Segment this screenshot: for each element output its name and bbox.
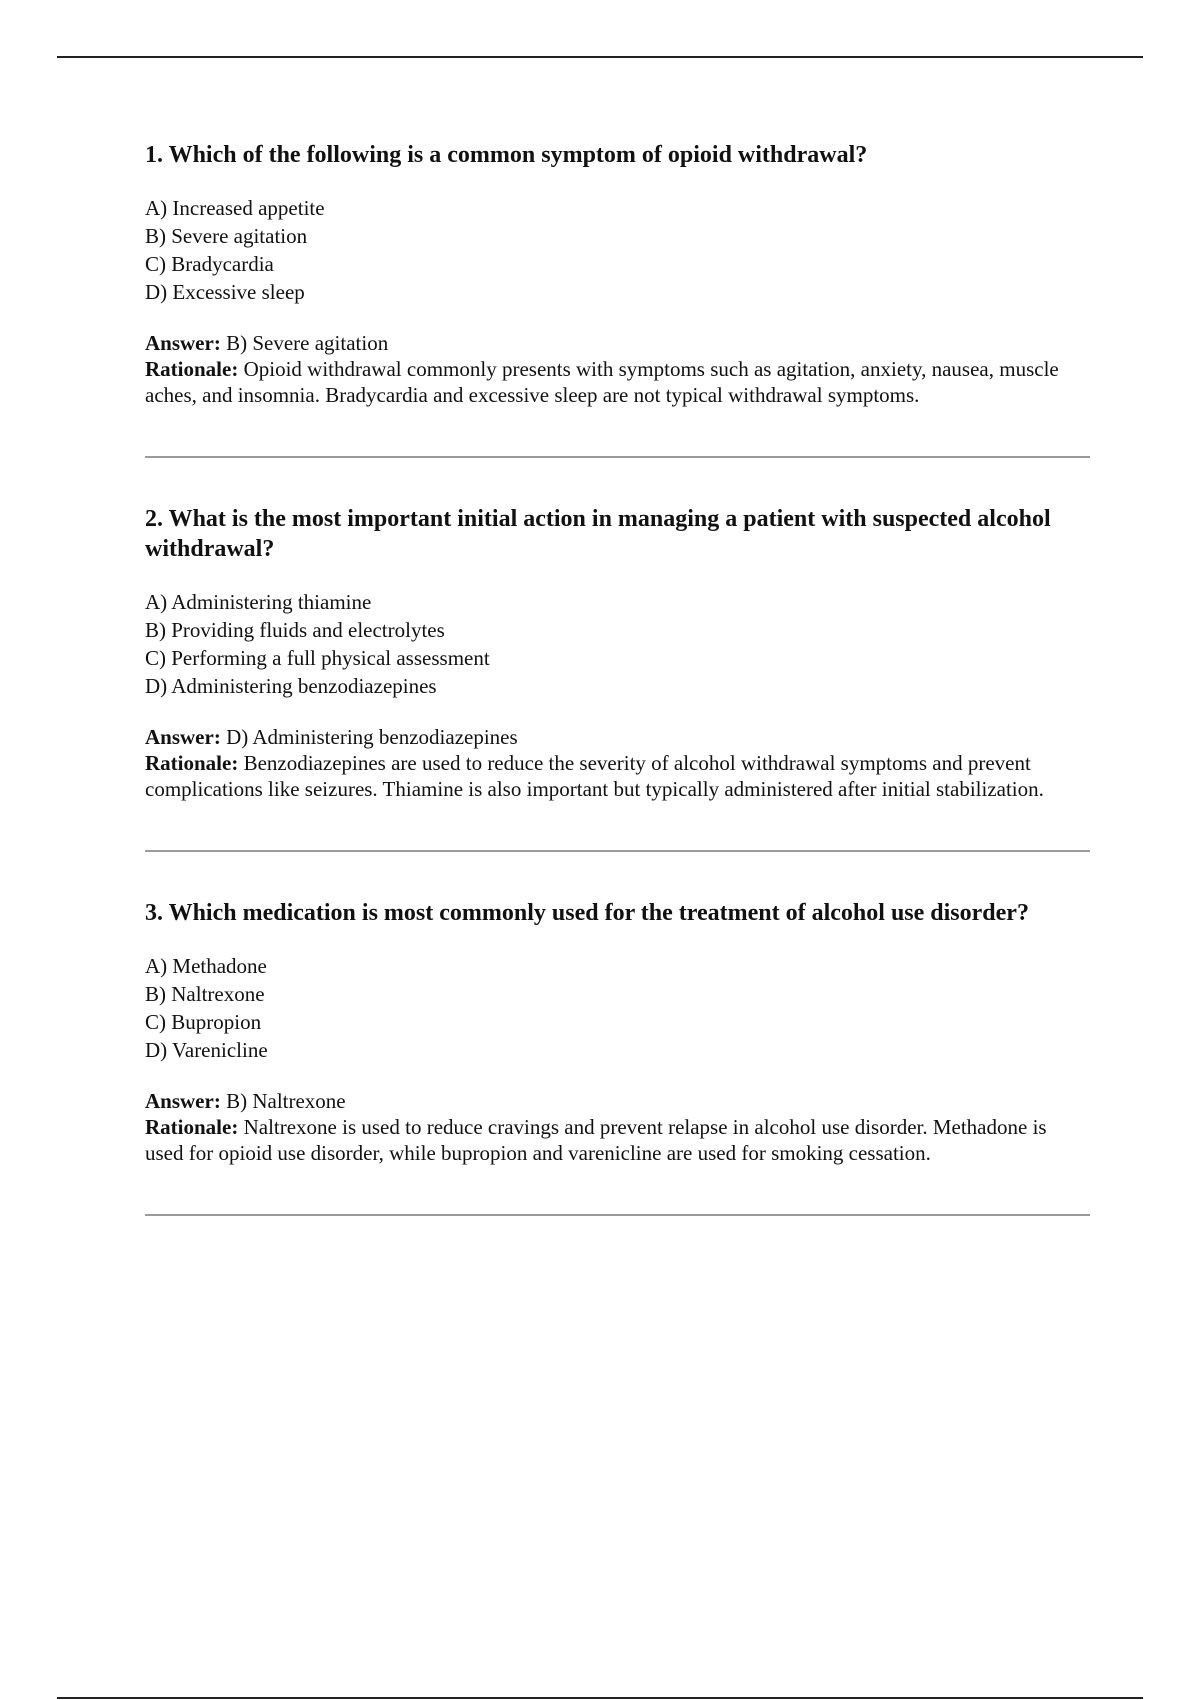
question-1 (145, 140, 1090, 408)
option-a: A) Administering thiamine (145, 590, 372, 614)
options-list (145, 952, 1090, 1064)
option-d: D) Excessive sleep (145, 280, 305, 304)
section-divider (145, 456, 1090, 458)
option-d: D) Varenicline (145, 1038, 268, 1062)
section-divider (145, 1214, 1090, 1216)
question-title: 1. Which of the following is a common symptom of opioid withdrawal? (145, 142, 868, 168)
option-b: B) Providing fluids and electrolytes (145, 618, 445, 642)
option-b: B) Severe agitation (145, 224, 308, 248)
answer-label: Answer: (145, 331, 221, 355)
option-c: C) Bradycardia (145, 252, 274, 276)
option-c: C) Bupropion (145, 1010, 262, 1034)
rationale-line (145, 1114, 1090, 1166)
option-a: A) Increased appetite (145, 196, 325, 220)
option-c: C) Performing a full physical assessment (145, 646, 490, 670)
rationale-text: Opioid withdrawal commonly presents with symptoms such as agitation, anxiety, nausea, muscle aches, and insomnia. Bradycardia and excessive sleep are not typical withdrawal symptoms. (145, 357, 1059, 407)
option-b: B) Naltrexone (145, 982, 265, 1006)
rationale-label: Rationale: (145, 357, 239, 381)
options-list (145, 588, 1090, 700)
rationale-line (145, 356, 1090, 408)
answer-text: B) Severe agitation (226, 331, 389, 355)
answer-label: Answer: (145, 725, 221, 749)
question-title: 3. Which medication is most commonly used for the treatment of alcohol use disorder? (145, 900, 1029, 926)
answer-line (145, 330, 1090, 356)
question-2 (145, 504, 1090, 802)
option-d: D) Administering benzodiazepines (145, 674, 437, 698)
rationale-label: Rationale: (145, 1115, 239, 1139)
answer-label: Answer: (145, 1089, 221, 1113)
rationale-text: Naltrexone is used to reduce cravings and prevent relapse in alcohol use disorder. Methadone is used for opioid use disorder, while bupropion and varenicline are used for smoking cessation. (145, 1115, 1047, 1165)
answer-text: D) Administering benzodiazepines (226, 725, 518, 749)
document-body (145, 140, 1090, 1262)
option-a: A) Methadone (145, 954, 267, 978)
question-title: 2. What is the most important initial action in managing a patient with suspected alcohol withdrawal? (145, 506, 1051, 562)
page-bottom-rule (57, 1697, 1143, 1699)
rationale-label: Rationale: (145, 751, 239, 775)
rationale-text: Benzodiazepines are used to reduce the severity of alcohol withdrawal symptoms and prevent complications like seizures. Thiamine is also important but typically administered after initial stabilization. (145, 751, 1044, 801)
section-divider (145, 850, 1090, 852)
question-3 (145, 898, 1090, 1166)
answer-text: B) Naltrexone (226, 1089, 346, 1113)
answer-line (145, 724, 1090, 750)
options-list (145, 194, 1090, 306)
page-top-rule (57, 56, 1143, 58)
answer-line (145, 1088, 1090, 1114)
rationale-line (145, 750, 1090, 802)
